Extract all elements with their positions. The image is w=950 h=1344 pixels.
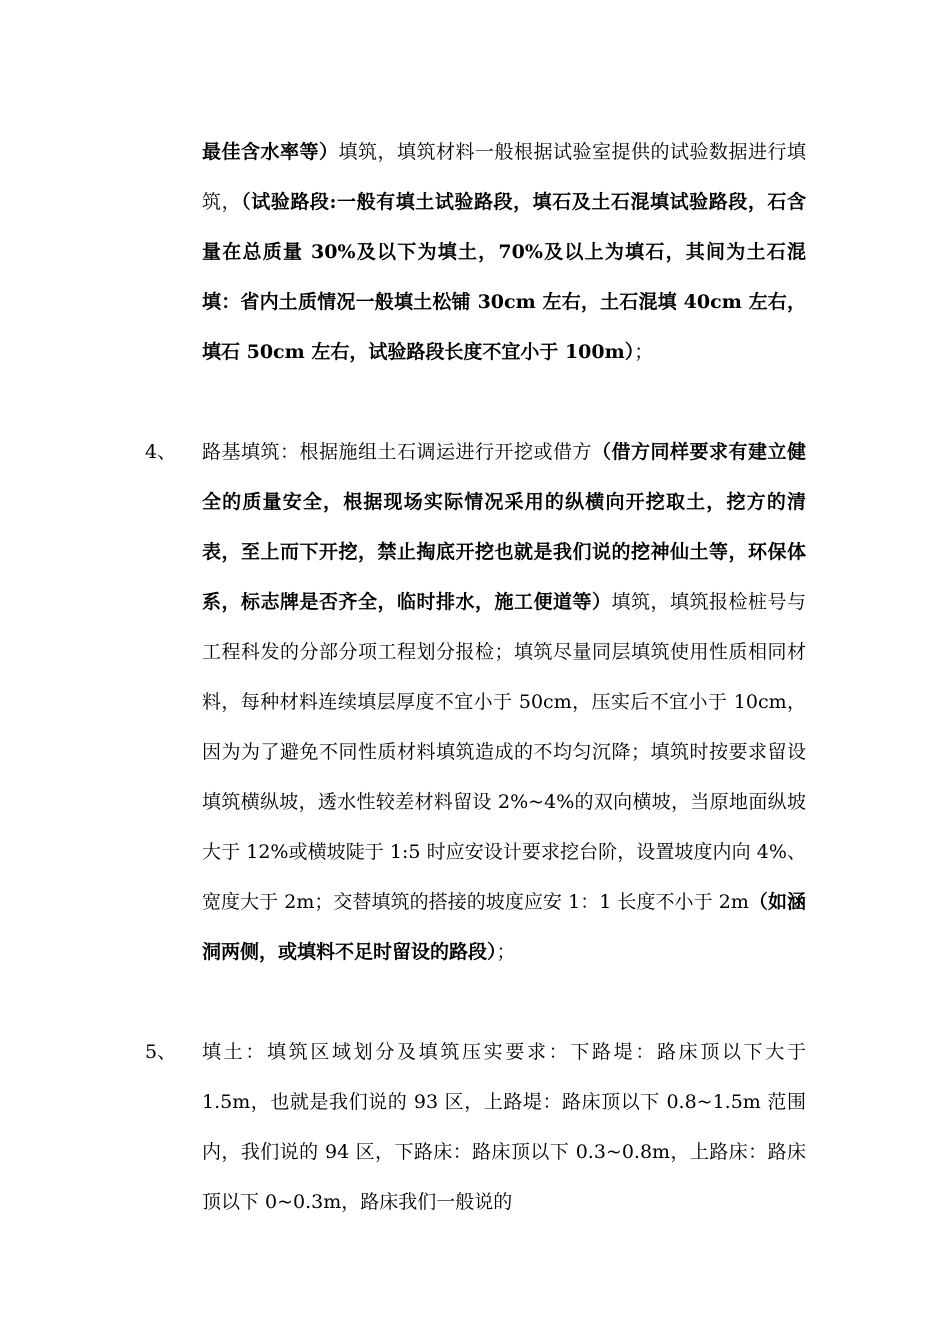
bold-text: （借方同样要求有建立健全的质量安全，根据现场实际情况采用的纵横向开挖取土，挖方的清表，至上而下开挖，禁止掏底开挖也就是我们说的挖神仙土等，环保体系，标志牌是否齐全，临时排水，施工便道等）	[202, 441, 806, 613]
body-text: 路基填筑：根据施组土石调运进行开挖或借方	[202, 441, 592, 463]
bold-text: 最佳含水率等）	[202, 141, 339, 163]
bold-text: （试验路段:一般有填土试验路段，填石及土石混填试验路段，石含量在总质量 30%及以下为填土，70%及以上为填石，其间为土石混填：省内土质情况一般填土松铺 30cm 左右，土石混填 40cm 左右，填石 50cm 左右，试验路段长度不宜小于 100m）	[202, 191, 806, 363]
item-5-paragraph	[202, 1027, 806, 1227]
body-text: 填土：填筑区域划分及填筑压实要求：下路堤：路床顶以下大于 1.5m，也就是我们说的 93 区，上路堤：路床顶以下 0.8~1.5m 范围内，我们说的 94 区，下路床：路床顶以下 0.3~0.8m，上路床：路床顶以下 0~0.3m，路床我们一般说的	[202, 1041, 806, 1213]
item-number-4: 4、	[145, 441, 177, 463]
body-text: 填筑，填筑材料一般根据试验室提供的试验数据进行填筑，	[202, 141, 806, 213]
bold-text: （如涵洞两侧，或填料不足时留设的路段）	[202, 891, 806, 963]
intro-paragraph	[202, 127, 806, 377]
item-number-5: 5、	[145, 1041, 177, 1063]
body-text: ；	[634, 341, 654, 363]
item-4-paragraph	[202, 427, 806, 977]
body-text: 填筑，填筑报检桩号与工程科发的分部分项工程划分报检；填筑尽量同层填筑使用性质相同材料，每种材料连续填层厚度不宜小于 50cm，压实后不宜小于 10cm，因为为了避免不同性质材料填筑造成的不均匀沉降；填筑时按要求留设填筑横纵坡，透水性较差材料留设 2%~4%的双向横坡，当原地面纵坡大于 12%或横坡陡于 1:5 时应安设计要求挖台阶，设置坡度内向 4%、宽度大于 2m；交替填筑的搭接的坡度应安 1：1 长度不小于 2m	[202, 591, 806, 913]
body-text: ；	[496, 941, 516, 963]
